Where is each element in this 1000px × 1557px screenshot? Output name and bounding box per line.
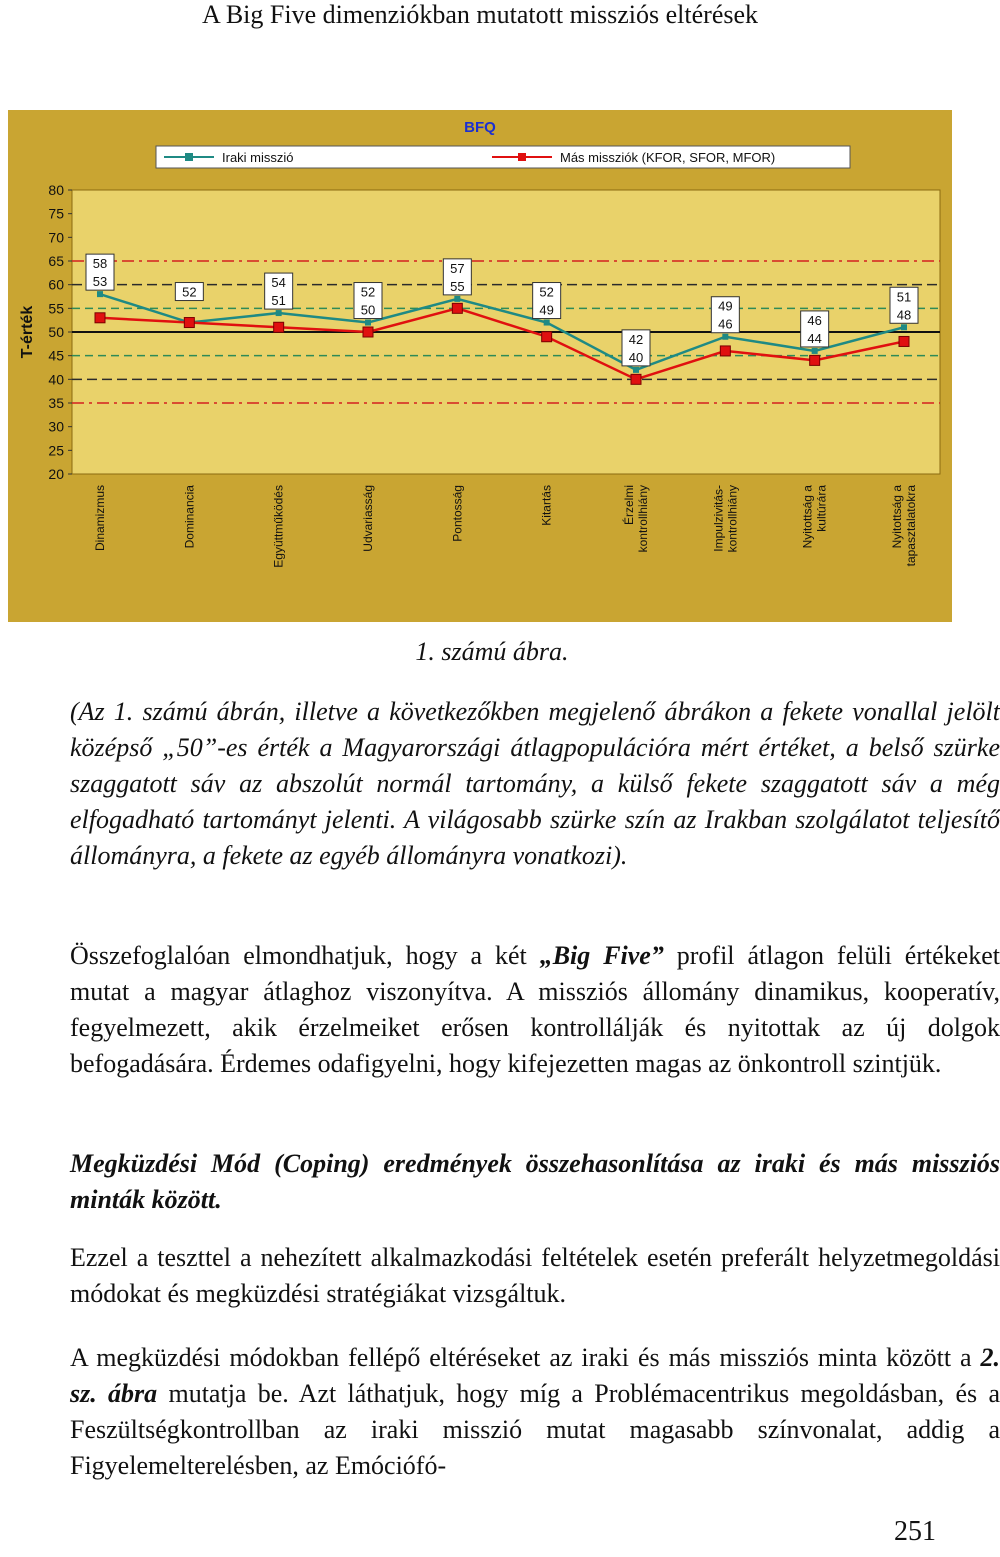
y-tick-label: 60	[48, 276, 64, 293]
point-iraq	[365, 320, 371, 326]
point-iraq	[454, 296, 460, 302]
x-category-label: kultúrára	[814, 485, 829, 532]
y-tick-label: 75	[48, 205, 64, 222]
bfq-chart	[8, 110, 952, 622]
data-label-other: 55	[450, 278, 465, 294]
x-category-label: Dominancia	[182, 485, 197, 549]
figure-reference: 2. sz. ábra	[70, 1343, 1000, 1408]
section-heading: Megküzdési Mód (Coping) eredmények összehasonlítása az iraki és más missziós minták között.	[70, 1149, 1000, 1214]
summary-text-2: profil átlagon felüli értékeket mutat a magyar átlaghoz viszonyítva. A missziós állomány dinamikus, kooperatív, fegyelmezett, akik érzelmeiket erősen kontrollálják és nyitottak az új dolgok befogadására. Érdemes odafigyelni, hogy kifejezetten magas az önkontroll szintjük.	[70, 941, 1000, 1078]
point-iraq	[633, 367, 639, 373]
data-label-other: 53	[92, 274, 108, 290]
figure-note: (Az 1. számú ábrán, illetve a következőkben megjelenő ábrákon a fekete vonallal jelölt középső „50”-es érték a Magyarországi átlagpopulációra mért értéket, a belső szürke szaggatott sáv az abszolút normál tartomány, a külső fekete szaggatott sáv a még elfogadható tartományt jelenti. A világosabb szürke szín az Irakban szolgálatot teljesítő állományra, a fekete az egyéb állományra vonatkozi).	[70, 697, 1000, 870]
data-label-iraq: 46	[807, 312, 822, 328]
point-iraq	[276, 310, 282, 316]
x-category-label: Kitartás	[539, 485, 554, 526]
legend-marker-iraq	[185, 153, 193, 161]
point-iraq	[544, 320, 550, 326]
x-category-label: Udvariasság	[361, 485, 375, 552]
y-tick-label: 30	[48, 418, 64, 435]
y-tick-label: 40	[48, 371, 64, 388]
y-tick-label: 45	[48, 347, 64, 364]
figure-caption: 1. számú ábra.	[415, 637, 569, 666]
data-label-iraq: 52	[539, 284, 554, 300]
y-axis-label: T-érték	[19, 305, 36, 359]
y-tick-label: 50	[48, 324, 64, 340]
coping-result-paragraph	[8, 1340, 1000, 1484]
data-label-iraq: 57	[450, 260, 465, 276]
y-tick-label: 80	[48, 182, 64, 198]
chart-title: BFQ	[464, 119, 496, 136]
data-label-other: 40	[628, 349, 644, 365]
x-category-label: Érzelmi	[622, 485, 636, 526]
data-label-iraq: 58	[92, 256, 108, 272]
result-text-2: mutatja be. Azt láthatjuk, hogy míg a Problémacentrikus megoldásban, és a Feszültségkontrollban az iraki misszió mutat magasabb színvonalat, addig a Figyelemelterelésben, az Emóciófó-	[70, 1379, 1000, 1480]
point-other	[720, 346, 730, 356]
x-category-label: Nyitottság a	[890, 485, 904, 549]
legend-marker-other	[518, 153, 526, 161]
result-text-1: A megküzdési módokban fellépő eltéréseket az iraki és más missziós minta között a	[70, 1343, 981, 1372]
point-other	[452, 303, 462, 313]
data-label-iraq: 49	[718, 298, 733, 314]
x-category-label: Pontosság	[450, 485, 465, 542]
summary-text-1: Összefoglalóan elmondhatjuk, hogy a két	[70, 941, 540, 970]
legend-label-other: Más missziók (KFOR, SFOR, MFOR)	[560, 150, 776, 165]
point-other	[899, 336, 909, 346]
data-label-other: 46	[718, 316, 733, 332]
data-label-other: 44	[807, 330, 822, 346]
point-other	[274, 322, 284, 332]
point-other	[810, 355, 820, 365]
x-category-label: tapasztalatokra	[904, 485, 918, 567]
data-label-other: 49	[539, 302, 554, 318]
y-tick-label: 25	[48, 442, 64, 459]
x-category-label: kontrollhiány	[725, 485, 740, 553]
point-iraq	[722, 334, 728, 340]
y-tick-label: 70	[48, 229, 64, 246]
coping-intro-paragraph: Ezzel a teszttel a nehezített alkalmazkodási feltételek esetén preferált helyzetmegoldási módokat és megküzdési stratégiákat vizsgáltuk.	[70, 1243, 1000, 1308]
point-other	[363, 327, 373, 337]
page-number: 251	[894, 1516, 936, 1547]
point-iraq	[901, 324, 907, 330]
x-category-label: Nyitottság a	[800, 485, 815, 549]
data-label-other: 50	[360, 302, 376, 318]
point-iraq	[97, 291, 103, 297]
data-label-iraq: 54	[271, 275, 286, 291]
legend-label-iraq: Iraki misszió	[222, 150, 294, 165]
y-tick-label: 35	[48, 395, 64, 411]
summary-paragraph	[8, 938, 1000, 1082]
x-category-label: Együttműködés	[271, 485, 286, 568]
point-other	[631, 374, 641, 384]
point-other	[184, 318, 194, 328]
bfq-chart-svg	[8, 110, 952, 622]
data-label-iraq: 51	[896, 289, 912, 305]
x-category-label: Impulzivitás-	[711, 485, 726, 552]
big-five-emphasis: „Big Five”	[539, 941, 664, 970]
y-tick-label: 55	[48, 300, 64, 317]
data-label-iraq: 52	[182, 284, 197, 300]
data-label-iraq: 52	[360, 284, 376, 300]
y-tick-label: 65	[48, 253, 64, 269]
x-category-label: Dinamizmus	[93, 485, 107, 552]
point-iraq	[812, 348, 818, 354]
x-category-label: kontrollhiány	[636, 485, 650, 553]
y-tick-label: 20	[48, 466, 64, 482]
data-label-other: 51	[271, 293, 286, 309]
point-other	[95, 313, 105, 323]
point-other	[542, 332, 552, 342]
data-label-iraq: 42	[628, 331, 644, 347]
page-title: A Big Five dimenziókban mutatott missziós eltérések	[201, 0, 759, 29]
data-label-other: 48	[896, 307, 912, 323]
